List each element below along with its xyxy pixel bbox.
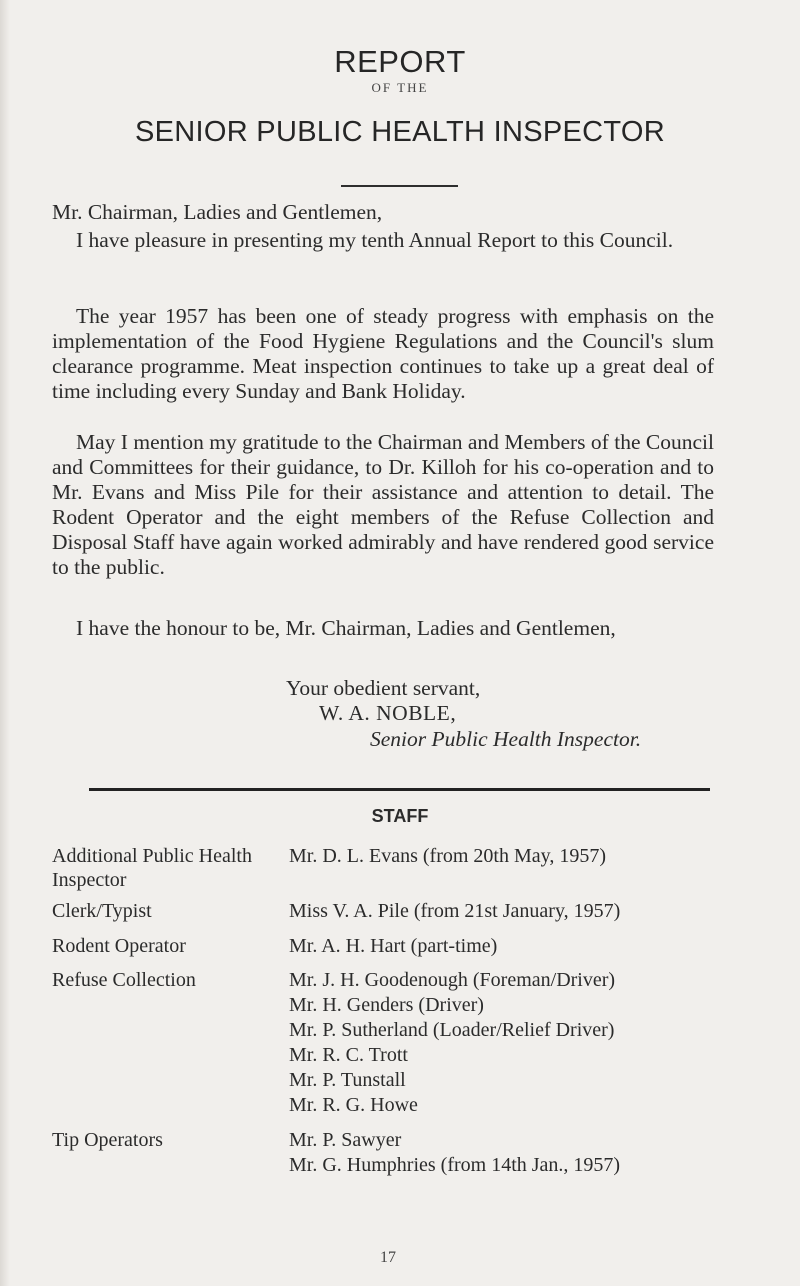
signature-name: W. A. NOBLE,	[319, 701, 457, 725]
title-divider	[341, 185, 458, 187]
staff-member: Mr. A. H. Hart (part-time)	[289, 935, 498, 957]
staff-member: Mr. P. Sawyer	[289, 1129, 402, 1151]
page-number: 17	[380, 1249, 396, 1266]
staff-role-clerk-typist: Clerk/Typist	[52, 900, 152, 922]
staff-member: Mr. P. Tunstall	[289, 1069, 406, 1091]
staff-member: Mr. J. H. Goodenough (Foreman/Driver)	[289, 969, 616, 991]
scan-edge-shadow	[0, 0, 10, 1286]
report-title: REPORT	[334, 44, 466, 79]
letter-paragraph-1: I have pleasure in presenting my tenth Annual Report to this Council.	[76, 228, 674, 252]
staff-member: Mr. P. Sutherland (Loader/Relief Driver)	[289, 1019, 615, 1041]
staff-member: Mr. G. Humphries (from 14th Jan., 1957)	[289, 1154, 621, 1176]
staff-member: Mr. R. G. Howe	[289, 1094, 418, 1116]
staff-member: Miss V. A. Pile (from 21st January, 1957)	[289, 900, 621, 922]
staff-role-additional-phi: Additional Public Health Inspector	[52, 845, 252, 891]
staff-heading: STAFF	[371, 806, 429, 826]
staff-role-tip-operators: Tip Operators	[52, 1129, 163, 1151]
letter-paragraph-2: The year 1957 has been one of steady progress with emphasis on the implementation of the Food Hygiene Regulations and the Council's slum clearance programme. Meat inspection continues to take up a great deal of time including every Sunday and Bank Holiday.	[52, 304, 714, 403]
staff-member: Mr. H. Genders (Driver)	[289, 994, 484, 1016]
letter-salutation: Mr. Chairman, Ladies and Gentlemen,	[52, 200, 383, 224]
report-title-connector: OF THE	[371, 80, 429, 95]
section-divider	[89, 788, 710, 791]
signature-title: Senior Public Health Inspector.	[370, 727, 642, 751]
staff-role-rodent-operator: Rodent Operator	[52, 935, 186, 957]
letter-closing: Your obedient servant,	[286, 676, 481, 700]
staff-member: Mr. R. C. Trott	[289, 1044, 408, 1066]
report-subject-title: SENIOR PUBLIC HEALTH INSPECTOR	[134, 116, 666, 148]
letter-paragraph-4: I have the honour to be, Mr. Chairman, Ladies and Gentlemen,	[76, 616, 616, 640]
staff-role-refuse-collection: Refuse Collection	[52, 969, 196, 991]
letter-paragraph-3: May I mention my gratitude to the Chairman and Members of the Council and Committees for their guidance, to Dr. Killoh for his co-operation and to Mr. Evans and Miss Pile for their assistance and attention to detail. The Rodent Operator and the eight members of the Refuse Collection and Disposal Staff have again worked admirably and have rendered good service to the public.	[52, 430, 714, 579]
staff-member: Mr. D. L. Evans (from 20th May, 1957)	[289, 845, 606, 867]
